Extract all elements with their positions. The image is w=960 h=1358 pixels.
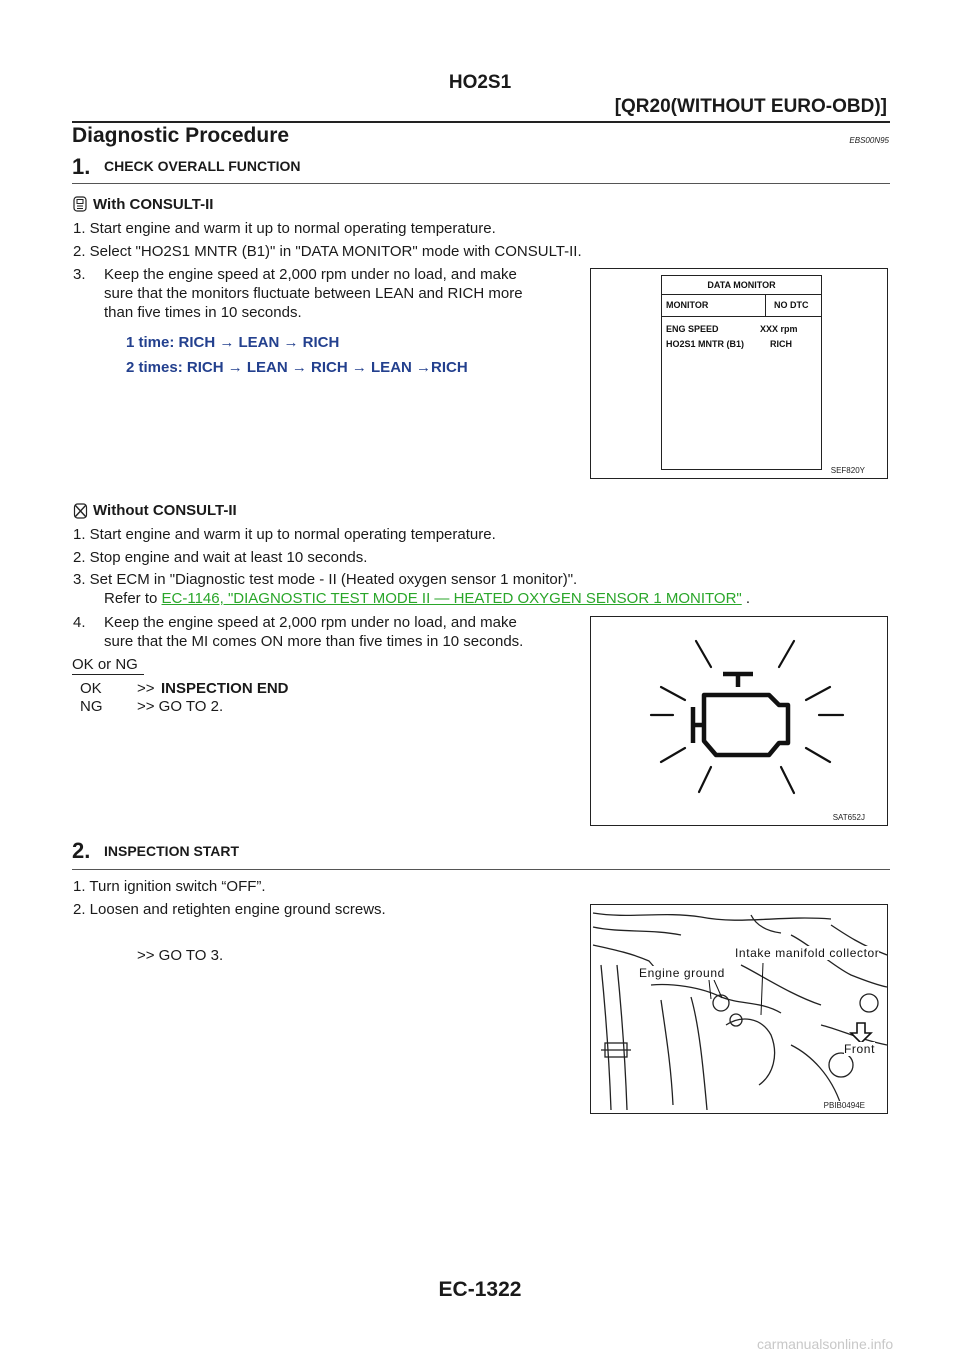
monitor-col-divider [765,294,766,316]
without-item-4-line-1: Keep the engine speed at 2,000 rpm under no load, and make [104,614,517,631]
figure-id-pbib0494e: PBIB0494E [823,1101,865,1110]
step2-rule [72,869,890,870]
ok-key: OK [80,680,102,697]
refer-period: . [745,590,751,607]
monitor-val-eng-speed: XXX rpm [760,324,798,334]
consult-tester-icon [73,196,87,212]
page-header-title: HO2S1 [448,72,512,93]
refer-to-text: Refer to [104,590,158,607]
ng-result: >> GO TO 2. [137,698,224,715]
without-item-3: 3. Set ECM in "Diagnostic test mode - II (Heated oxygen sensor 1 monitor)". [73,571,578,588]
section-code: EBS00N95 [849,136,889,145]
engine-bay-drawing [591,905,887,1113]
figure-id-sat652j: SAT652J [832,813,865,822]
page-header-subtitle: [QR20(WITHOUT EURO-OBD)] [614,96,887,117]
cycle-two-times: 2 times: RICH → LEAN → RICH → LEAN →RICH [126,359,468,376]
with-item-2: 2. Select "HO2S1 MNTR (B1)" in "DATA MONITOR" mode with CONSULT-II. [73,243,582,260]
without-item-4-line-2: sure that the MI comes ON more than five times in 10 seconds. [104,633,524,650]
step2-item-1: 1. Turn ignition switch “OFF”. [73,878,266,895]
without-item-2: 2. Stop engine and wait at least 10 seconds. [73,549,368,566]
step2-number: 2. [72,838,91,863]
ok-or-ng-label: OK or NG [72,656,138,673]
monitor-divider [662,316,821,317]
cycle-one-time: 1 time: RICH → LEAN → RICH [126,334,340,351]
step1-title: CHECK OVERALL FUNCTION [104,158,301,174]
label-engine-ground: Engine ground [639,966,725,980]
section-title: Diagnostic Procedure [72,124,290,147]
step2-item-2: 2. Loosen and retighten engine ground screws. [73,901,386,918]
without-item-1: 1. Start engine and warm it up to normal operating temperature. [73,526,496,543]
figure-data-monitor [590,268,888,479]
ok-or-ng-underline [72,674,144,675]
step2-title: INSPECTION START [104,843,240,859]
no-tester-icon [73,503,88,519]
ref-link-ec1146[interactable]: EC-1146, "DIAGNOSTIC TEST MODE II — HEATED OXYGEN SENSOR 1 MONITOR" [161,590,742,607]
monitor-col-nodtc: NO DTC [774,300,809,310]
watermark: carmanualsonline.info [757,1336,894,1352]
ok-arrow: >> [137,680,155,697]
with-item-3-line-3: than five times in 10 seconds. [104,304,302,321]
figure-id-sef820y: SEF820Y [830,466,865,475]
monitor-screen-title: DATA MONITOR [707,280,776,290]
header-rule [72,121,890,123]
monitor-row-eng-speed: ENG SPEED [666,324,719,334]
ng-key: NG [80,698,103,715]
with-item-3-line-1: Keep the engine speed at 2,000 rpm under no load, and make [104,266,517,283]
monitor-col-monitor: MONITOR [666,300,709,310]
label-intake-manifold: Intake manifold collector [735,946,880,960]
monitor-row-ho2s1: HO2S1 MNTR (B1) [666,339,745,349]
page-number: EC-1322 [438,1278,522,1301]
monitor-val-ho2s1: RICH [770,339,792,349]
with-item-3-number: 3. [73,266,86,283]
with-consult-label: With CONSULT-II [93,196,214,213]
without-item-4-number: 4. [73,614,86,631]
ok-result: INSPECTION END [161,680,289,697]
step2-goto: >> GO TO 3. [137,947,224,964]
label-front: Front [844,1042,876,1056]
monitor-divider [662,294,821,295]
figure-engine-ground [590,904,888,1114]
with-item-1: 1. Start engine and warm it up to normal operating temperature. [73,220,496,237]
step1-rule [72,183,890,184]
without-consult-label: Without CONSULT-II [93,502,237,519]
step1-number: 1. [72,154,91,179]
with-item-3-line-2: sure that the monitors fluctuate between LEAN and RICH more [104,285,523,302]
figure-mil-lamp [590,616,888,826]
data-monitor-screen [661,275,822,470]
check-engine-icon [591,617,887,825]
refer-line [104,589,750,609]
